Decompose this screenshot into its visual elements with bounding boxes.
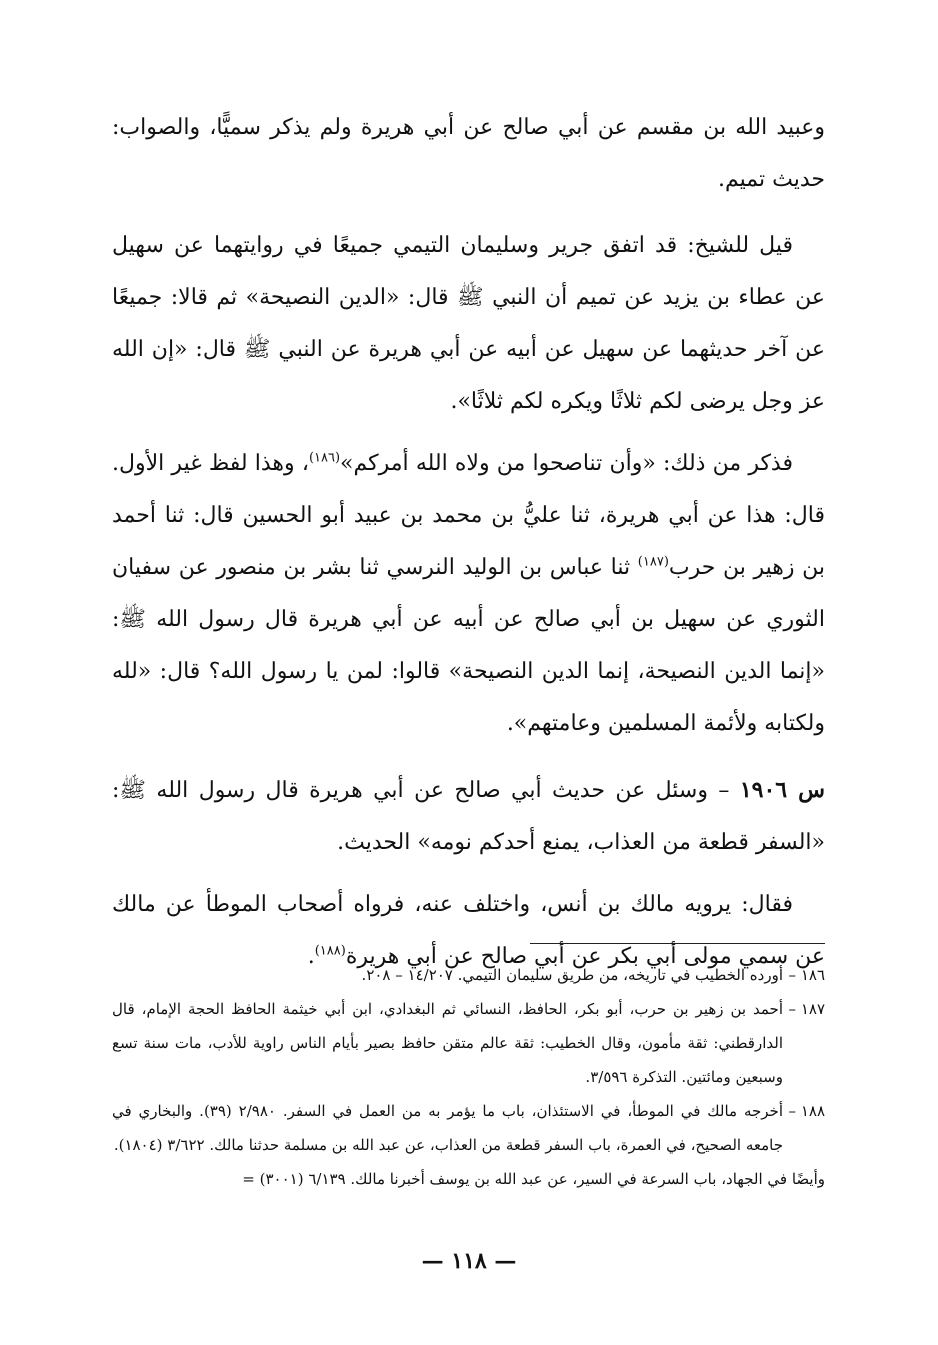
question-1906 [112,764,825,869]
footnote-ref-187: (١٨٧) [637,554,669,570]
footnote-text: أحمد بن زهير بن حرب، أبو بكر، الحافظ، النسائي ثم البغدادي، ابن أبي خيثمة الحافظ الحجة الإمام، قال الدارقطني: ثقة مأمون، وقال الخطيب: ثقة عالم متقن حافظ بصير بأيام الناس راوية للأدب، مات سنة تسع وسبعين ومائتين. التذكرة ٣/٥٩٦. [112,1000,783,1086]
paragraph-3-part-1: فذكر من ذلك: «وأن تناصحوا من ولاه الله أمركم» [340,451,793,476]
footnote-text: أخرجه مالك في الموطأ، في الاستئذان، باب ما يؤمر به من العمل في السفر. ٢/٩٨٠ (٣٩). والبخاري في جامعه الصحيح، في العمرة، باب السفر قطعة من العذاب، عن عبد الله بن مسلمة حدثنا مالك. ٣/٦٢٢ (١٨٠٤). [112,1102,783,1154]
footnotes [112,958,825,1196]
answer-part-2: . [307,944,315,969]
footnote-187 [112,992,825,1094]
main-text [112,102,825,983]
footnote-186 [112,958,825,992]
footnote-188 [112,1094,825,1162]
answer-part-1: فقال: يرويه مالك بن أنس، واختلف عنه، فرواه أصحاب الموطأ عن مالك عن سمي مولى أبي بكر عن أبي صالح عن أبي هريرة [112,892,825,969]
footnote-number: ١٨٦ – [788,966,825,984]
footnote-continuation: وأيضًا في الجهاد، باب السرعة في السير، عن عبد الله بن يوسف أخبرنا مالك. ٦/١٣٩ (٣٠٠١) = [242,1170,825,1188]
paragraph-1: وعبيد الله بن مقسم عن أبي صالح عن أبي هريرة ولم يذكر سميًّا، والصواب: حديث تميم. [112,115,825,192]
question-text: – وسئل عن حديث أبي صالح عن أبي هريرة قال رسول الله ﷺ: «السفر قطعة من العذاب، يمنع أحدكم نومه» الحديث. [112,778,825,855]
page-number: — ١١٨ — [421,1248,517,1274]
footnote-text: أورده الخطيب في تاريخه، من طريق سليمان التيمي. ١٤/٢٠٧ – ٢٠٨. [361,966,783,984]
paragraph-2: قيل للشيخ: قد اتفق جرير وسليمان التيمي جميعًا في روايتهما عن سهيل عن عطاء بن يزيد عن تميم أن النبي ﷺ قال: «الدين النصيحة» ثم قالا: جميعًا عن آخر حديثهما عن سهيل عن أبيه عن أبي هريرة عن النبي ﷺ قال: «إن الله عز وجل يرضى لكم ثلاثًا ويكره لكم ثلاثًا». [112,233,825,414]
footnote-ref-188: (١٨٨) [314,943,346,959]
paragraph-3-part-2: ، وهذا لفظ غير الأول. قال: هذا عن أبي هريرة، ثنا عليُّ بن محمد بن عبيد أبو الحسين قال: ثنا أحمد بن زهير بن حرب [112,451,826,580]
question-label: س ١٩٠٦ [739,777,826,803]
footnote-number: ١٨٨ – [788,1102,825,1120]
paragraph-3 [112,438,825,750]
paragraph-3-part-3: ثنا عباس بن الوليد النرسي ثنا بشر بن منصور عن سفيان الثوري عن سهيل بن أبي صالح عن أبيه عن أبي هريرة قال رسول الله ﷺ: «إنما الدين النصيحة، إنما الدين النصيحة» قالوا: لمن يا رسول الله؟ قال: «لله ولكتابه ولأئمة المسلمين وعامتهم». [112,555,825,736]
footnote-ref-186: (١٨٦) [308,450,341,466]
footnote-number: ١٨٧ – [788,1000,825,1018]
footnote-separator [530,943,825,944]
